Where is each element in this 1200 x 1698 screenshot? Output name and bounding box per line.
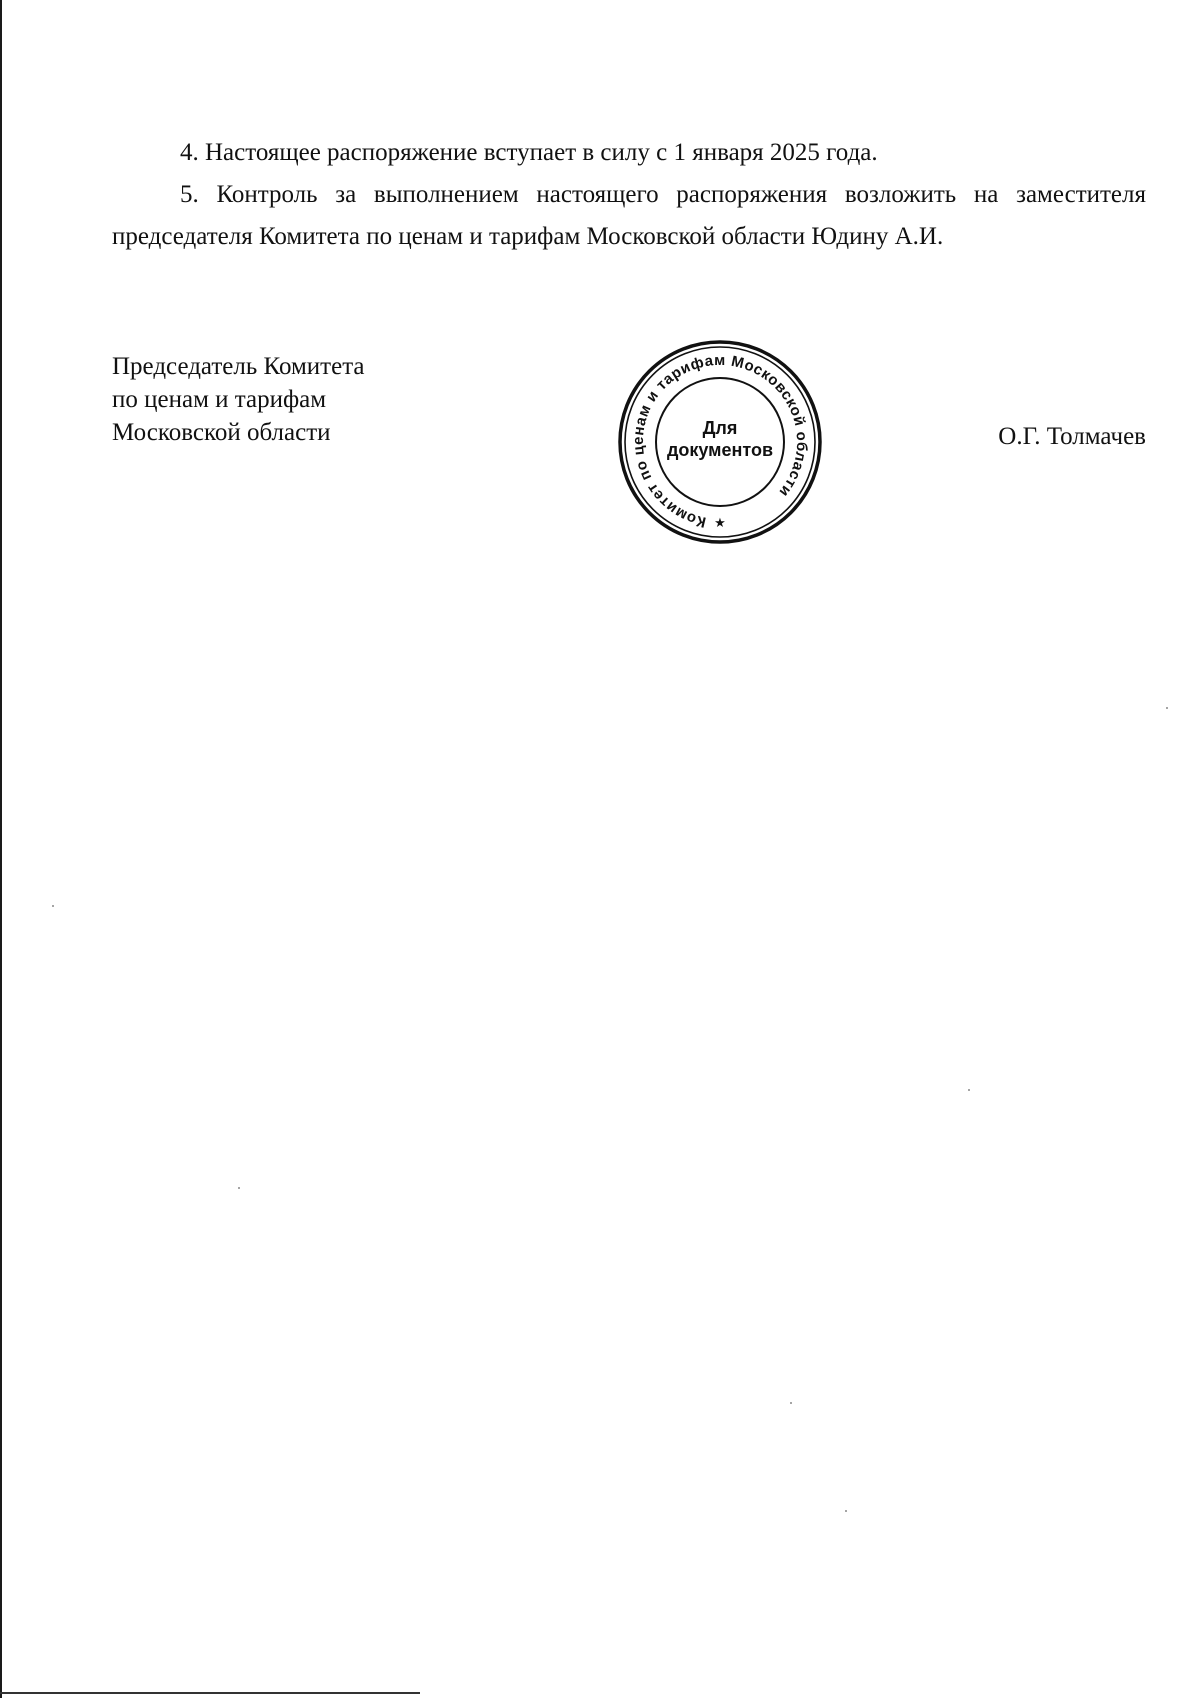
- scan-speck: [845, 1510, 847, 1512]
- position-line-3: Московской области: [112, 419, 331, 446]
- seal-ring-text: Комитет по ценам и тарифам Московской области: [629, 351, 811, 531]
- document-body: [112, 132, 1146, 258]
- paragraph-4: 4. Настоящее распоряжение вступает в силу с 1 января 2025 года.: [180, 139, 878, 166]
- position-line-2: по ценам и тарифам: [112, 386, 327, 413]
- signer-name: О.Г. Толмачев: [998, 423, 1146, 450]
- official-seal-stamp: [615, 337, 825, 547]
- star-icon: ★: [714, 516, 726, 531]
- scan-speck: [238, 1187, 240, 1189]
- position-line-1: Председатель Комитета: [112, 353, 365, 380]
- scan-speck: [790, 1402, 792, 1404]
- scan-border-bottom: [0, 1692, 420, 1694]
- scan-speck: [52, 905, 54, 907]
- seal-center-line-2: документов: [666, 440, 774, 460]
- scan-speck: [1166, 707, 1168, 709]
- paragraph-5: 5. Контроль за выполнением настоящего распоряжения возложить на заместителя председателя Комитета по ценам и тарифам Московской области Юдину А.И.: [112, 181, 1146, 250]
- scan-speck: [968, 1089, 970, 1091]
- signatory-position: [112, 350, 452, 449]
- seal-center-line-1: Для: [702, 418, 738, 438]
- scan-border-left: [0, 0, 2, 1698]
- seal-center-text: [615, 417, 825, 461]
